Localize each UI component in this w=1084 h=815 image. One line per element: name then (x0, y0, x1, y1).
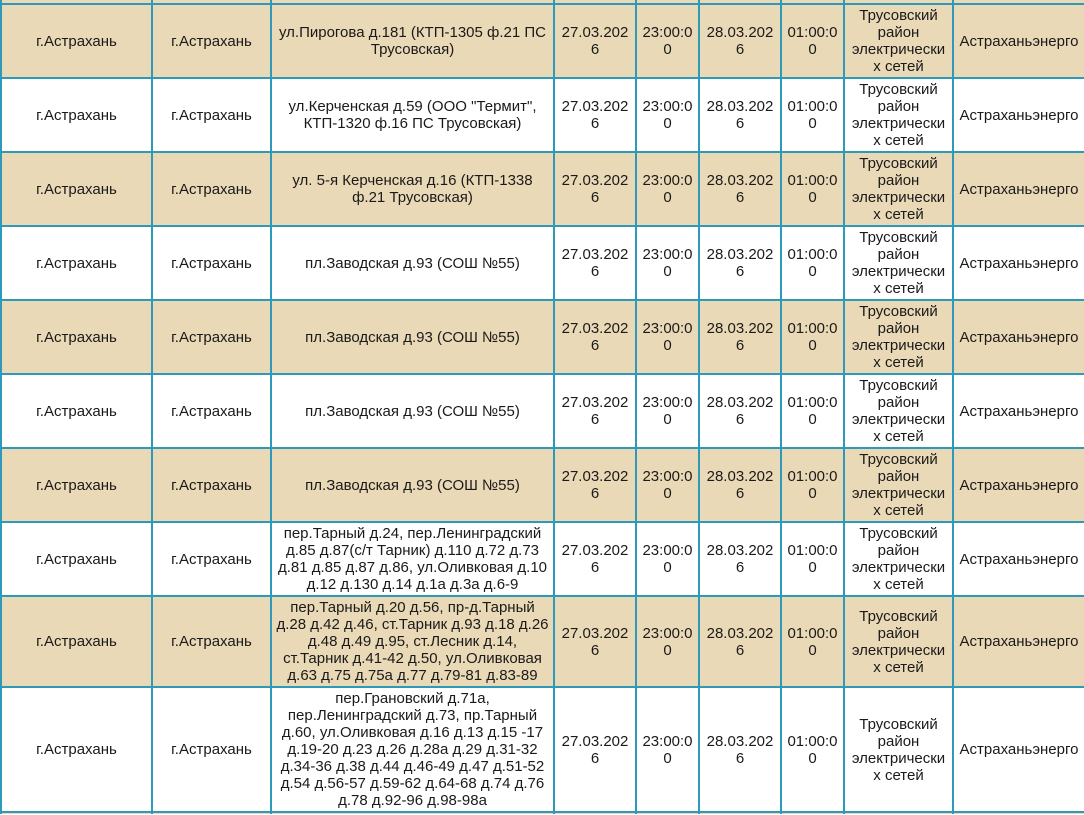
table-row (1, 78, 1084, 152)
cell-start-time: 23:00:00 (636, 522, 699, 596)
cell-start-date: 27.03.2026 (554, 687, 636, 812)
cell-locality: г.Астрахань (152, 78, 271, 152)
cell-address: пл.Заводская д.93 (СОШ №55) (271, 300, 554, 374)
cell-settlement: г.Астрахань (1, 448, 152, 522)
table-row (1, 226, 1084, 300)
cell-settlement: г.Астрахань (1, 152, 152, 226)
cell-locality: г.Астрахань (152, 226, 271, 300)
partial-cell (844, 812, 953, 814)
table-row (1, 596, 1084, 687)
cell-locality: г.Астрахань (152, 4, 271, 78)
cell-start-time: 23:00:00 (636, 374, 699, 448)
cell-settlement: г.Астрахань (1, 596, 152, 687)
cell-end-date: 28.03.2026 (699, 448, 781, 522)
cell-start-date: 27.03.2026 (554, 448, 636, 522)
cell-company: Астраханьэнерго (953, 687, 1084, 812)
cell-end-time: 01:00:00 (781, 152, 844, 226)
cell-network-district: Трусовский район электрических сетей (844, 374, 953, 448)
cell-network-district: Трусовский район электрических сетей (844, 596, 953, 687)
cell-locality: г.Астрахань (152, 448, 271, 522)
cell-end-time: 01:00:00 (781, 78, 844, 152)
cell-start-date: 27.03.2026 (554, 300, 636, 374)
partial-cell (554, 812, 636, 814)
cell-start-date: 27.03.2026 (554, 522, 636, 596)
cell-end-date: 28.03.2026 (699, 374, 781, 448)
cell-start-time: 23:00:00 (636, 687, 699, 812)
table-row (1, 152, 1084, 226)
cell-start-time: 23:00:00 (636, 4, 699, 78)
cell-end-date: 28.03.2026 (699, 300, 781, 374)
cell-settlement: г.Астрахань (1, 300, 152, 374)
cell-end-date: 28.03.2026 (699, 522, 781, 596)
partial-cell (1, 812, 152, 814)
cell-address: пл.Заводская д.93 (СОШ №55) (271, 226, 554, 300)
cell-address: пер.Грановский д.71а, пер.Ленинградский д.73, пр.Тарный д.60, ул.Оливковая д.16 д.13 д.15 -17 д.19-20 д.23 д.26 д.28а д.29 д.31-32 д.34-36 д.38 д.44 д.46-49 д.47 д.51-52 д.54 д.56-57 д.59-62 д.64-68 д.74 д.76 д.78 д.92-96 д.98-98а (271, 687, 554, 812)
partial-cell (953, 812, 1084, 814)
table-row (1, 374, 1084, 448)
cell-company: Астраханьэнерго (953, 448, 1084, 522)
cell-settlement: г.Астрахань (1, 687, 152, 812)
cell-start-time: 23:00:00 (636, 596, 699, 687)
cell-end-date: 28.03.2026 (699, 152, 781, 226)
table-row (1, 522, 1084, 596)
cell-company: Астраханьэнерго (953, 522, 1084, 596)
partial-cell (152, 812, 271, 814)
cell-settlement: г.Астрахань (1, 78, 152, 152)
table-row (1, 300, 1084, 374)
cell-end-date: 28.03.2026 (699, 596, 781, 687)
cell-network-district: Трусовский район электрических сетей (844, 152, 953, 226)
cell-address: ул. 5-я Керченская д.16 (КТП-1338 ф.21 Трусовская) (271, 152, 554, 226)
table-row (1, 448, 1084, 522)
cell-end-time: 01:00:00 (781, 596, 844, 687)
cell-network-district: Трусовский район электрических сетей (844, 522, 953, 596)
cell-company: Астраханьэнерго (953, 4, 1084, 78)
cell-network-district: Трусовский район электрических сетей (844, 78, 953, 152)
cell-start-date: 27.03.2026 (554, 4, 636, 78)
cell-end-date: 28.03.2026 (699, 687, 781, 812)
cell-settlement: г.Астрахань (1, 522, 152, 596)
cell-address: пер.Тарный д.24, пер.Ленинградский д.85 д.87(с/т Тарник) д.110 д.72 д.73 д.81 д.85 д.87 д.86, ул.Оливковая д.10 д.12 д.130 д.14 д.1а д.3а д.6-9 (271, 522, 554, 596)
cell-network-district: Трусовский район электрических сетей (844, 4, 953, 78)
cell-address: пл.Заводская д.93 (СОШ №55) (271, 374, 554, 448)
cell-company: Астраханьэнерго (953, 226, 1084, 300)
cell-network-district: Трусовский район электрических сетей (844, 687, 953, 812)
cell-locality: г.Астрахань (152, 596, 271, 687)
cell-address: ул.Пирогова д.181 (КТП-1305 ф.21 ПС Трусовская) (271, 4, 554, 78)
cell-start-time: 23:00:00 (636, 78, 699, 152)
cell-address: пл.Заводская д.93 (СОШ №55) (271, 448, 554, 522)
cell-end-date: 28.03.2026 (699, 226, 781, 300)
cell-start-date: 27.03.2026 (554, 152, 636, 226)
cell-end-date: 28.03.2026 (699, 78, 781, 152)
table-row (1, 4, 1084, 78)
cell-start-time: 23:00:00 (636, 226, 699, 300)
cell-settlement: г.Астрахань (1, 4, 152, 78)
cell-locality: г.Астрахань (152, 522, 271, 596)
cell-end-time: 01:00:00 (781, 687, 844, 812)
cell-address: пер.Тарный д.20 д.56, пр-д.Тарный д.28 д.42 д.46, ст.Тарник д.93 д.18 д.26 д.48 д.49 д.95, ст.Лесник д.14, ст.Тарник д.41-42 д.50, ул.Оливковая д.63 д.75 д.75а д.77 д.79-81 д.83-89 (271, 596, 554, 687)
partial-cell (271, 812, 554, 814)
cell-locality: г.Астрахань (152, 152, 271, 226)
cell-company: Астраханьэнерго (953, 596, 1084, 687)
cell-locality: г.Астрахань (152, 687, 271, 812)
cell-start-date: 27.03.2026 (554, 596, 636, 687)
cell-network-district: Трусовский район электрических сетей (844, 448, 953, 522)
cell-start-time: 23:00:00 (636, 300, 699, 374)
cell-start-time: 23:00:00 (636, 448, 699, 522)
partial-cell (781, 812, 844, 814)
cell-settlement: г.Астрахань (1, 226, 152, 300)
cell-start-date: 27.03.2026 (554, 226, 636, 300)
cell-network-district: Трусовский район электрических сетей (844, 300, 953, 374)
cell-start-date: 27.03.2026 (554, 78, 636, 152)
cell-end-time: 01:00:00 (781, 522, 844, 596)
cell-start-time: 23:00:00 (636, 152, 699, 226)
cell-locality: г.Астрахань (152, 374, 271, 448)
cell-company: Астраханьэнерго (953, 152, 1084, 226)
cell-end-time: 01:00:00 (781, 448, 844, 522)
cell-locality: г.Астрахань (152, 300, 271, 374)
cell-end-time: 01:00:00 (781, 300, 844, 374)
table-row (1, 687, 1084, 812)
cell-end-time: 01:00:00 (781, 374, 844, 448)
cell-address: ул.Керченская д.59 (ООО "Термит", КТП-1320 ф.16 ПС Трусовская) (271, 78, 554, 152)
cell-start-date: 27.03.2026 (554, 374, 636, 448)
cell-settlement: г.Астрахань (1, 374, 152, 448)
cell-network-district: Трусовский район электрических сетей (844, 226, 953, 300)
partial-cell (699, 812, 781, 814)
cell-end-time: 01:00:00 (781, 226, 844, 300)
cell-end-date: 28.03.2026 (699, 4, 781, 78)
cell-company: Астраханьэнерго (953, 300, 1084, 374)
cell-end-time: 01:00:00 (781, 4, 844, 78)
cell-company: Астраханьэнерго (953, 78, 1084, 152)
partial-row-bottom (1, 812, 1084, 814)
cell-company: Астраханьэнерго (953, 374, 1084, 448)
partial-cell (636, 812, 699, 814)
